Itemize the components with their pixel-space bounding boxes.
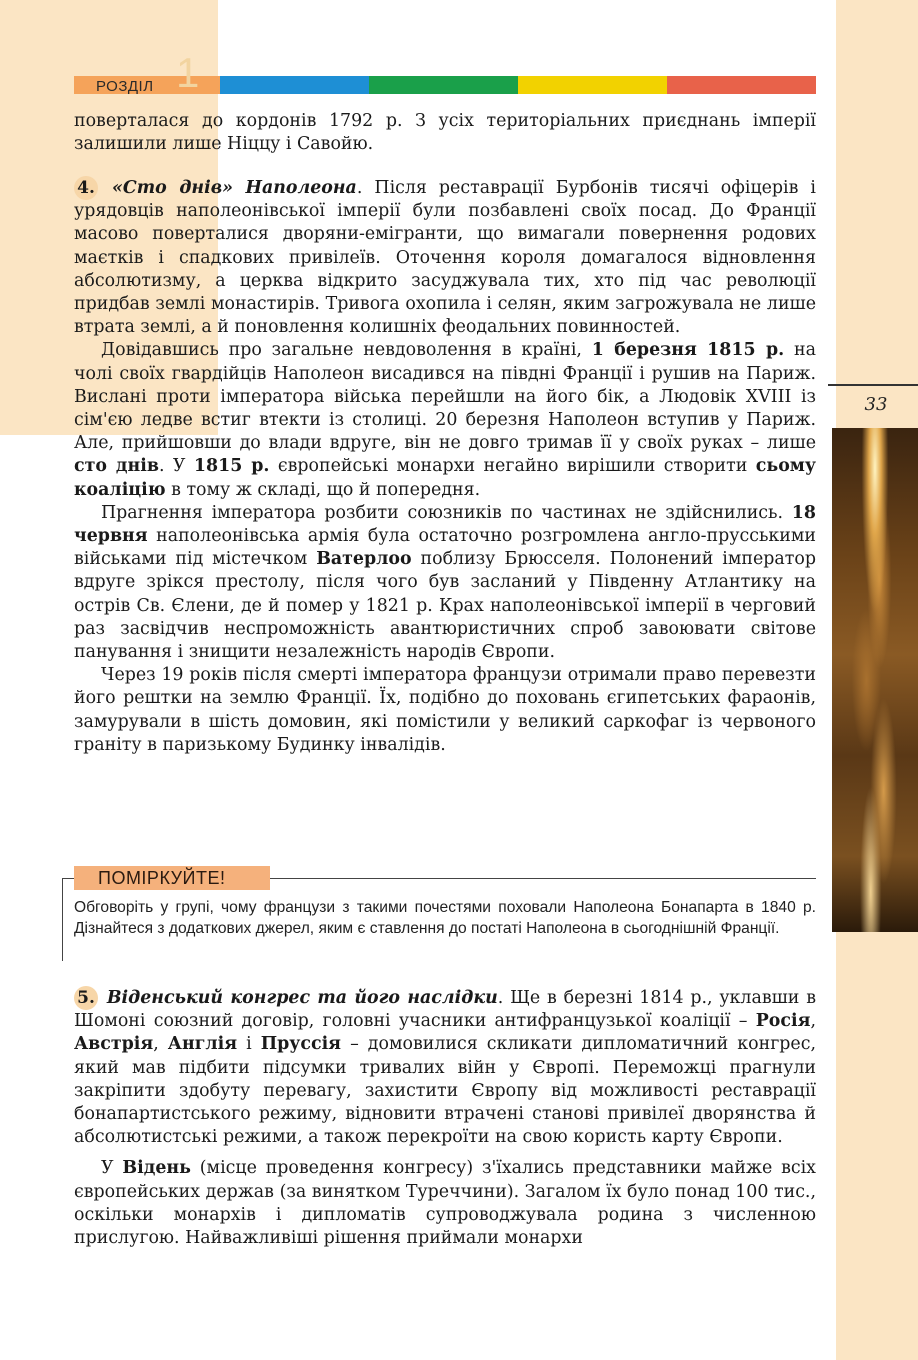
section-5-number-badge: 5. bbox=[74, 986, 98, 1010]
bar-segment-yellow bbox=[518, 76, 667, 94]
text-span: . Ще в березні 1814 р., уклавши в Шомоні союзний договір, головні учасники антифранцузької коаліції – bbox=[74, 988, 816, 1032]
page-number-rule bbox=[828, 384, 918, 386]
think-box-rule bbox=[270, 878, 816, 879]
bold-date: 1815 р. bbox=[193, 456, 270, 477]
bold-place: Відень bbox=[122, 1158, 191, 1179]
paragraph-vienna bbox=[74, 1157, 816, 1250]
text-span: Довідавшись про загальне невдоволення в країні, bbox=[101, 340, 592, 361]
paragraph-text: поверталася до кордонів 1792 р. З усіх територіальних приєднань імперії залишили лише Ніццу і Савойю. bbox=[74, 111, 816, 155]
text-span: і bbox=[237, 1034, 261, 1055]
section-number: 1 bbox=[176, 49, 200, 96]
bar-segment-red bbox=[667, 76, 816, 94]
section-4-number-badge: 4. bbox=[74, 176, 98, 200]
section-label: РОЗДІЛ bbox=[96, 78, 154, 95]
bold-country: Росія bbox=[755, 1011, 811, 1032]
text-span: , bbox=[810, 1011, 816, 1032]
bold-date: 1 березня 1815 р. bbox=[591, 340, 785, 361]
text-span: європейські монархи негайно вирішили створити bbox=[269, 456, 756, 477]
text-span: в тому ж складі, що й попередня. bbox=[165, 479, 481, 500]
paragraph-waterloo bbox=[74, 502, 816, 664]
text-span: Прагнення імператора розбити союзників по частинах не здійснились. bbox=[101, 502, 792, 523]
page-number: 33 bbox=[864, 394, 888, 415]
bold-country: Пруссія bbox=[260, 1034, 342, 1055]
think-heading: ПОМІРКУЙТЕ! bbox=[74, 866, 270, 890]
bar-segment-green bbox=[369, 76, 518, 94]
bold-term: сьому коаліцію bbox=[74, 456, 817, 500]
bold-place: Ватерлоо bbox=[316, 549, 412, 570]
section-5-title: Віденський конгрес та його наслідки bbox=[106, 988, 498, 1008]
bold-country: Австрія bbox=[74, 1034, 154, 1055]
text-span: на чолі своїх гвардійців Наполеон висадився на півдні Франції і рушив на Париж. Вислані проти імператора війська перейшли на його бік, а Людовік XVIII із сім'єю ледве встиг втекти із столиці. 20 березня Наполеон вступив у Париж. Але, прийшовши до влади вдруге, він не довго тримав її у своїх руках – лише bbox=[74, 340, 816, 454]
bold-country: Англія bbox=[167, 1034, 238, 1055]
paragraph-continuation bbox=[74, 110, 816, 156]
text-span: наполеонівська армія була остаточно розгромлена англо-прусськими військами під містечком bbox=[74, 526, 816, 570]
paragraph-burial: Через 19 років після смерті імператора французи отримали право перевезти його рештки на землю Франції. Їх, подібно до поховань єгипетських фараонів, замурували в шість домовин, які помістили у великий саркофаг із червоного граніту в паризькому Будинку інвалідів. bbox=[74, 665, 816, 755]
think-text: Обговоріть у групі, чому французи з такими почестями поховали Наполеона Бонапарта в 1840 р. Дізнайтеся з додаткових джерел, яким є ставлення до постаті Наполеона в сьогоднішній Франції. bbox=[74, 899, 816, 937]
section-4-text: . Після реставрації Бурбонів тисячі офіцерів і урядовців наполеонівської імперії були позбавлені своїх посад. До Франції масово поверталися дворяни-емігранти, що вимагали повернення родових маєтків і спадкових привілеїв. Оточення короля домагалося відновлення абсолютизму, а церква відкрито засуджувала тих, хто під час революції придбав землі монастирів. Тривога охопила і селян, яким загрожувала не лише втрата землі, а й поновлення колишніх феодальних повинностей. bbox=[74, 178, 816, 338]
text-span: . У bbox=[158, 456, 194, 477]
section-4-title: «Сто днів» Наполеона bbox=[112, 178, 357, 198]
bold-date: 18 червня bbox=[74, 502, 816, 547]
paragraph-hundred-days bbox=[74, 339, 816, 501]
section-4 bbox=[74, 176, 816, 757]
text-span: У bbox=[101, 1158, 123, 1179]
text-span: поблизу Брюсселя. Полонений імператор вдруге зрікся престолу, після чого був засланий у Південну Атлантику на острів Св. Єлени, де й помер у 1821 р. Крах наполеонівської імперії в черговий раз засвідчив неспроможність авантюристичних спроб завоювати світове панування і знищити незалежність народів Європи. bbox=[74, 549, 816, 663]
section-5 bbox=[74, 986, 816, 1250]
side-photo-interior bbox=[832, 428, 918, 932]
bold-term: сто днів bbox=[74, 456, 159, 477]
text-span: , bbox=[153, 1034, 168, 1055]
text-span: – домовилися скликати дипломатичний конгрес, який мав підбити підсумки тривалих війн у Європі. Переможці прагнули закріпити здобуту перевагу, захистити Європу від можливості реставрації бонапартистського режиму, відновити втрачені станові привілеї дворянства й абсолютистські режими, а також перекроїти на свою користь карту Європи. bbox=[74, 1034, 816, 1148]
text-span: (місце проведення конгресу) з'їхались представники майже всіх європейських держав (за винятком Туреччини). Загалом їх було понад 100 тис., оскільки монархів і дипломатів супроводжувала родина з численною прислугою. Найважливіші рішення приймали монархи bbox=[74, 1158, 816, 1249]
bar-segment-blue bbox=[220, 76, 369, 94]
